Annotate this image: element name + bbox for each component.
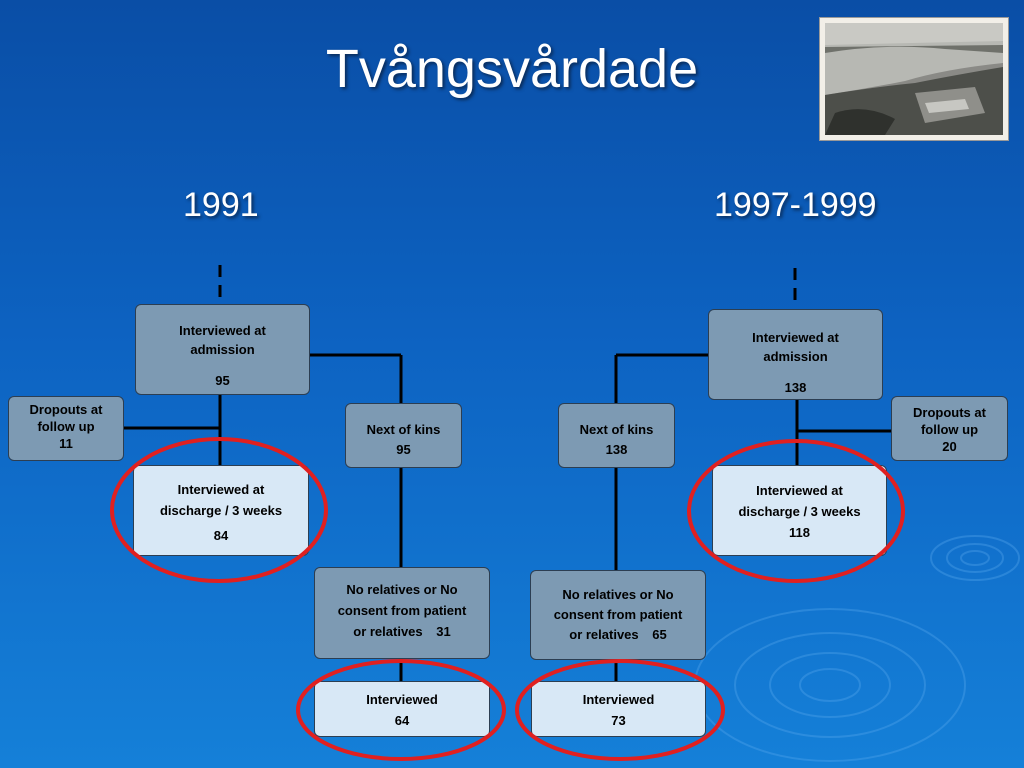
left-dropouts-value: 11 <box>59 436 73 451</box>
page-title: Tvångsvårdade <box>325 39 699 99</box>
left-admission-label: Interviewed at admission <box>179 323 266 357</box>
right-interviewed-label: Interviewed <box>582 692 655 707</box>
left-interviewed-label: Interviewed <box>366 692 438 707</box>
left-interviewed-highlight-oval <box>298 661 504 759</box>
right-no-relatives-label: No relatives or No consent from patient or relatives <box>553 587 683 642</box>
left-discharge-label: Interviewed at discharge / 3 weeks <box>159 482 283 518</box>
left-discharge-highlight-oval <box>112 439 326 581</box>
left-admission-value: 95 <box>215 373 230 388</box>
right-next-of-kins-label: Next of kins <box>579 422 654 437</box>
right-dropouts-label: Dropouts at follow up <box>913 405 986 437</box>
left-dropouts-label: Dropouts at follow up <box>29 402 103 434</box>
left-no-relatives-value: 31 <box>436 624 451 639</box>
year-heading-right: 1997-1999 <box>714 186 877 224</box>
right-discharge-highlight-oval <box>689 441 903 581</box>
left-next-of-kins-label: Next of kins <box>366 422 441 437</box>
year-heading-left: 1991 <box>183 186 259 224</box>
right-dropouts-value: 20 <box>942 439 957 454</box>
right-admission-label: Interviewed at admission <box>752 330 839 364</box>
right-discharge-value: 118 <box>789 525 810 540</box>
right-admission-value: 138 <box>784 380 807 395</box>
right-no-relatives-value: 65 <box>652 627 667 642</box>
right-next-of-kins-value: 138 <box>605 442 628 457</box>
right-interviewed-highlight-oval <box>517 661 723 759</box>
right-discharge-label: Interviewed at discharge / 3 weeks <box>738 483 861 519</box>
left-no-relatives-label: No relatives or No consent from patient or relatives <box>337 582 467 639</box>
left-discharge-value: 84 <box>213 528 229 543</box>
left-interviewed-value: 64 <box>394 713 410 728</box>
left-next-of-kins-value: 95 <box>396 442 411 457</box>
right-interviewed-value: 73 <box>611 713 626 728</box>
